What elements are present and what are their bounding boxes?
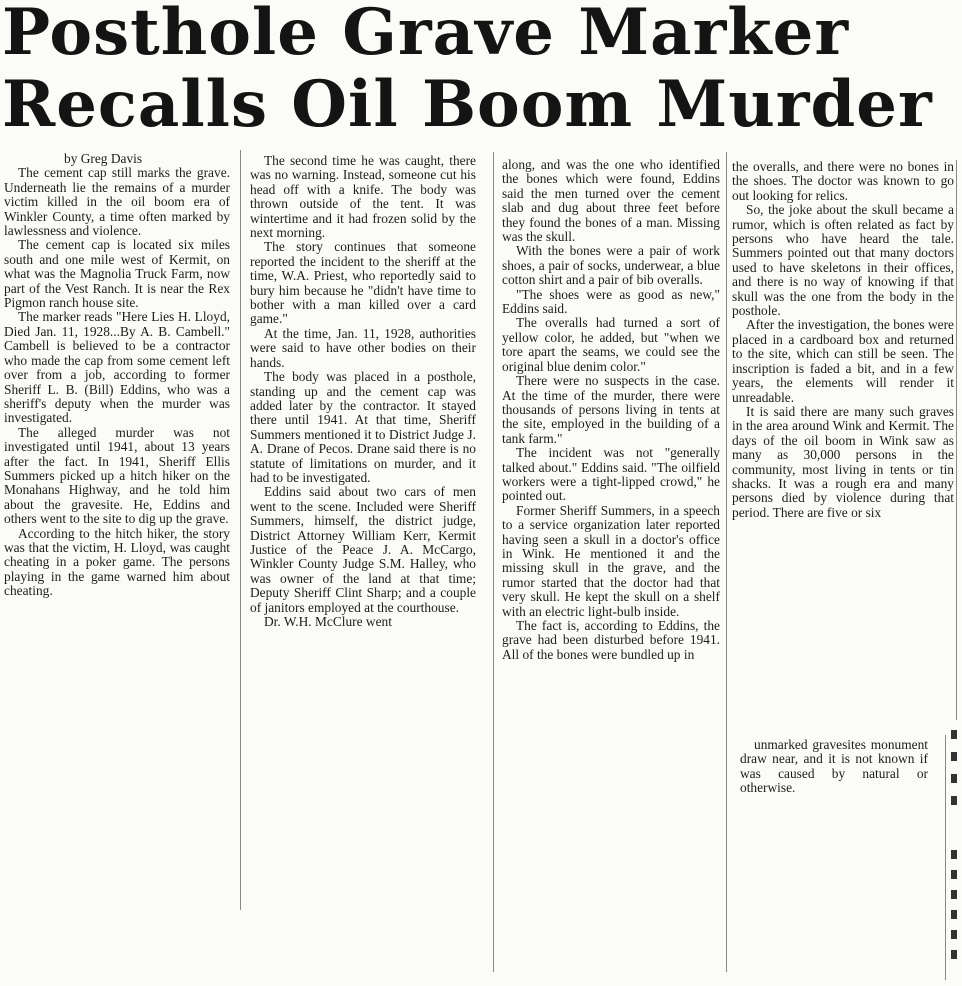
adjacent-article-fragment	[947, 730, 962, 980]
paragraph: The incident was not "generally talked about." Eddins said. "The oilfield workers were a tight-lipped crowd," he pointed out.	[502, 445, 720, 504]
paragraph: The alleged murder was not investigated until 1941, about 13 years after the fact. In 1941, Sheriff Ellis Summers picked up a hitch hiker on the Monahans Highway, and he told him about the gravesite. He, Eddins and others went to the site to dig up the grave.	[4, 424, 230, 527]
paragraph: the overalls, and there were no bones in the shoes. The doctor was known to go out looking for relics.	[732, 160, 954, 203]
paragraph: unmarked gravesites monument draw near, and it is not known if was caused by natural or otherwise.	[740, 738, 928, 796]
byline: by Greg Davis	[64, 152, 143, 166]
paragraph: The fact is, according to Eddins, the grave had been disturbed before 1941. All of the bones were bundled up in	[502, 618, 720, 662]
article-column-1	[4, 152, 230, 980]
article-column-4	[732, 160, 954, 680]
paragraph: With the bones were a pair of work shoes, a pair of socks, underwear, a blue cotton shirt and a pair of bib overalls.	[502, 243, 720, 288]
paragraph: Former Sheriff Summers, in a speech to a service organization later reported having seen a skull in a doctor's office in Wink. He mentioned it and the missing skull in the grave, and the rumor started that the doctor had that very skull. He kept the skull on a shelf with an electric light-bulb inside.	[502, 502, 720, 619]
column-rule	[240, 150, 241, 910]
column-rule	[726, 152, 727, 972]
paragraph: The story continues that someone reported the incident to the sheriff at the time, W.A. Priest, who reportedly said to bury him because he "didn't have time to bother with a man killed over a card game."	[250, 239, 476, 327]
paragraph: Dr. W.H. McClure went	[264, 614, 392, 629]
column-rule	[493, 152, 494, 972]
paragraph: After the investigation, the bones were placed in a cardboard box and returned to the site, which can still be seen. The inscription is faded a bit, and in a few years, the elements will render it unreadable.	[732, 317, 954, 405]
article-column-3	[502, 158, 720, 986]
paragraph: The overalls had turned a sort of yellow color, he added, but "when we tore apart the seams, we could see the original blue denim color."	[502, 315, 720, 374]
paragraph: So, the joke about the skull became a rumor, which is often related as fact by persons who have heard the tale. Summers pointed out that many doctors used to have skeletons in their offices, and there is no way of knowing if that skull was the one from the body in the posthole.	[732, 202, 954, 319]
paragraph: The body was placed in a posthole, standing up and the cement cap was added later by the contractor. It stayed there until 1941. At that time, Sheriff Summers mentioned it to District Judge J. A. Drane of Pecos. Drane said there is no statute of limitations on murder, and it had to be investigated.	[250, 369, 476, 485]
paragraph: At the time, Jan. 11, 1928, authorities were said to have other bodies on their hands.	[250, 325, 476, 370]
paragraph: The marker reads "Here Lies H. Lloyd, Died Jan. 11, 1928...By A. B. Cambell." Cambell is believed to be a contractor who made the cap from some cement left over from a job, according to former Sheriff L. B. (Bill) Eddins, who was a sheriff's deputy when the murder was investigated.	[4, 309, 230, 426]
paragraph: along, and was the one who identified the bones which were found, Eddins said the men turned over the cement slab and dug about three feet before they found the bones of a man. Missing was the skull.	[502, 158, 720, 245]
paragraph: The cement cap still marks the grave. Underneath lie the remains of a murder victim killed in the oil boom era of Winkler County, a time often marked by lawlessness and violence.	[4, 165, 230, 239]
column-rule	[945, 735, 946, 980]
paragraph: Eddins said about two cars of men went to the scene. Included were Sheriff Summers, himself, the district judge, District Attorney William Kerr, Kermit Justice of the Peace J. A. McCargo, Winkler County Judge S.M. Halley, who was owner of the land at that time; Deputy Sheriff Clint Sharp; and a couple of janitors employed at the courthouse.	[250, 484, 476, 615]
article-column-2	[250, 154, 476, 982]
article-column-4-continued	[740, 738, 928, 838]
paragraph: "The shoes were as good as new," Eddins said.	[502, 286, 720, 317]
paragraph: The second time he was caught, there was no warning. Instead, someone cut his head off with a knife. The body was thrown outside of the tent. It was wintertime and it had frozen solid by the next morning.	[250, 154, 476, 241]
column-rule	[956, 160, 957, 720]
headline-line-1: Posthole Grave Marker	[2, 0, 850, 68]
headline-line-2: Recalls Oil Boom Murder	[2, 70, 933, 140]
paragraph: According to the hitch hiker, the story was that the victim, H. Lloyd, was caught cheating in a poker game. The persons playing in the game warned him about cheating.	[4, 525, 230, 599]
paragraph: It is said there are many such graves in the area around Wink and Kermit. The days of the oil boom in Wink saw as many as 30,000 persons in the community, most living in tents or tin shacks. It was a rough era and many persons died by violence during that period. There are five or six	[732, 403, 954, 520]
paragraph: The cement cap is located six miles south and one mile west of Kermit, on what was the Magnolia Truck Farm, now part of the Vest Ranch. It is near the Rex Pigmon ranch house site.	[4, 237, 230, 311]
paragraph: There were no suspects in the case. At the time of the murder, there were thousands of persons living in tents at the site, employed in the building of a tank farm."	[502, 373, 720, 446]
